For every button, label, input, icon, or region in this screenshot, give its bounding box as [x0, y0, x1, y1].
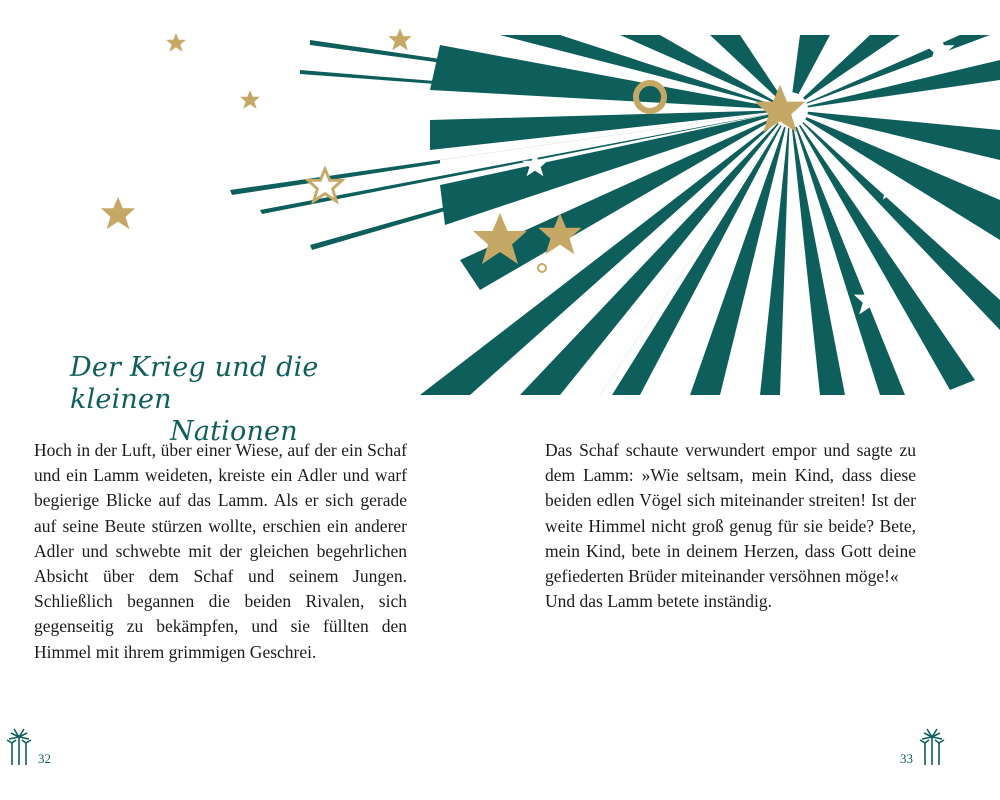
right-page-number: 33 — [900, 751, 913, 766]
chapter-title — [70, 352, 400, 448]
right-folio — [900, 727, 945, 767]
left-page-number: 32 — [38, 751, 51, 766]
right-paragraph-2: Und das Lamm betete inständig. — [545, 591, 772, 612]
left-paragraph-1: Hoch in der Luft, über einer Wiese, auf der ein Schaf und ein Lamm weideten, kreiste ein Adler und warf begierige Blicke auf das Lamm. Als er sich gerade auf seine Beute stürzen wollte, erschien ein anderer Adler und schwebte mit der gleichen begehrlichen Absicht über dem Schaf und seinem Jungen. Schließlich begannen die beiden Rivalen, sich gegenseitig zu bekämpfen, und sie füllten den Himmel mit ihrem grimmigen Geschrei. — [34, 440, 407, 662]
left-folio — [6, 727, 51, 767]
chapter-title-line-1: Der Krieg und die kleinen — [70, 352, 319, 415]
right-paragraph-1: Das Schaf schaute verwundert empor und sagte zu dem Lamm: »Wie seltsam, mein Kind, dass diese beiden edlen Vögel sich miteinander streiten! Ist der weite Himmel nicht groß genug für sie beide? Bete, mein Kind, bete in deinem Herzen, dass Gott deine gefiederten Brüder miteinander versöhnen möge!« — [545, 440, 916, 587]
palm-tree-icon — [6, 727, 32, 767]
left-page-text — [34, 438, 407, 665]
teal-rays — [230, 35, 1000, 395]
right-page-text — [545, 438, 916, 614]
palm-tree-icon — [919, 727, 945, 767]
chapter-title-line-2: Nationen — [170, 416, 298, 447]
